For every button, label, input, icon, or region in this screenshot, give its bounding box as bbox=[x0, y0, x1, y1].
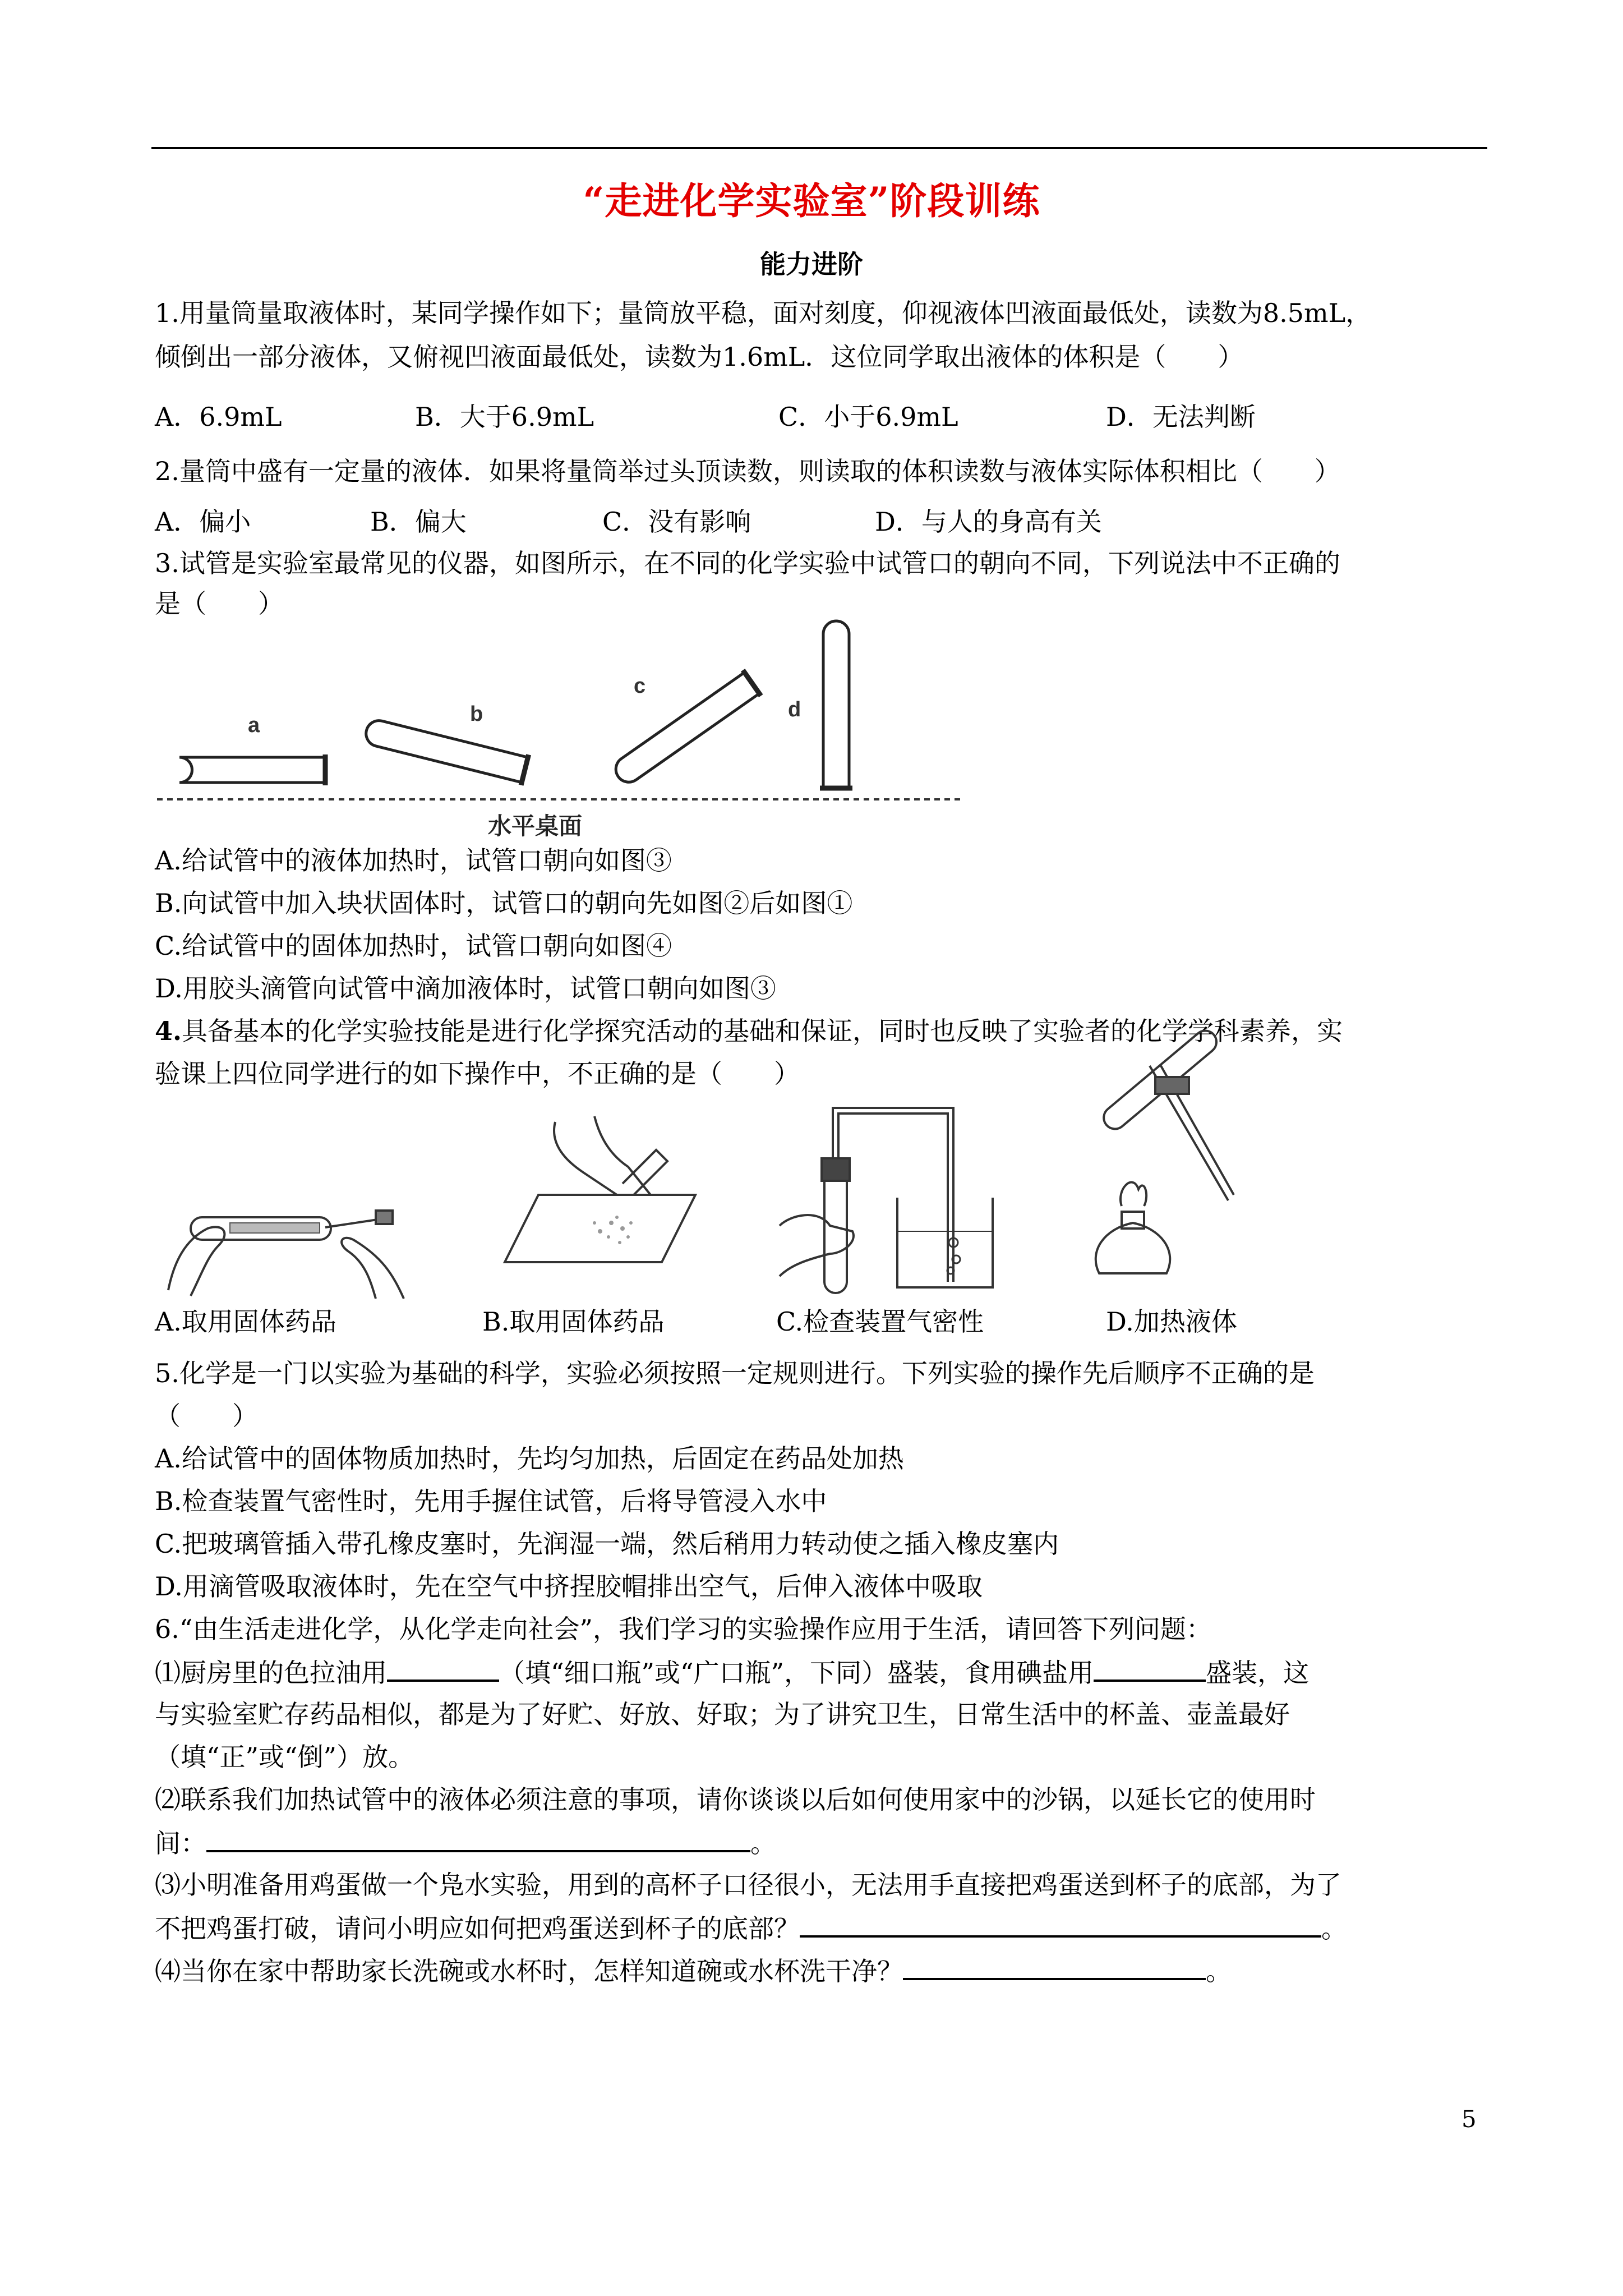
q6-stem: 6.“由生活走进化学，从化学走向社会”，我们学习的实验操作应用于生活，请回答下列问题： bbox=[155, 1614, 1212, 1644]
tube-label-b: b bbox=[470, 702, 483, 726]
q1-option-a: A．6.9mL bbox=[155, 402, 282, 432]
tube-label-c: c bbox=[634, 674, 646, 698]
q3-stem-line2: 是（ ） bbox=[155, 588, 284, 619]
q3-stem-line1: 3.试管是实验室最常见的仪器，如图所示，在不同的化学实验中试管口的朝向不同，下列说法中不正确的 bbox=[155, 548, 1340, 578]
tube-label-a: a bbox=[248, 714, 260, 737]
illustration-a-solid-in-tube bbox=[157, 1178, 404, 1301]
answer-blank-egg[interactable] bbox=[800, 1911, 1321, 1938]
illustration-c-airtightness-check bbox=[768, 1097, 1004, 1299]
q6-part3-line1: ⑶小明准备用鸡蛋做一个凫水实验，用到的高杯子口径很小，无法用手直接把鸡蛋送到杯子的底部，为了 bbox=[155, 1870, 1341, 1900]
tube-label-d: d bbox=[788, 698, 801, 721]
q5-option-b: B.检查装置气密性时，先用手握住试管，后将导管浸入水中 bbox=[155, 1486, 827, 1516]
q1-option-c: C．小于6.9mL bbox=[778, 402, 958, 432]
illustration-b-solid-on-paper bbox=[482, 1111, 707, 1296]
answer-blank-casserole[interactable] bbox=[206, 1825, 750, 1852]
q1-stem-line2: 倾倒出一部分液体，又俯视凹液面最低处，读数为1.6mL．这位同学取出液体的体积是（ ） bbox=[155, 342, 1244, 372]
q6-part3-line2: 不把鸡蛋打破，请问小明应如何把鸡蛋送到杯子的底部？ 。 bbox=[155, 1911, 1347, 1945]
test-tube-c bbox=[609, 670, 760, 790]
figure-caption: 水平桌面 bbox=[488, 813, 583, 839]
q4-stem-line2: 验课上四位同学进行的如下操作中，不正确的是（ ） bbox=[155, 1059, 800, 1089]
q3-option-b: B.向试管中加入块状固体时，试管口的朝向先如图②后如图① bbox=[155, 888, 853, 918]
q4-stem-line1: 4.具备基本的化学实验技能是进行化学探究活动的基础和保证，同时也反映了实验者的化学学科素养，实 bbox=[155, 1016, 1343, 1046]
test-tube-figure bbox=[157, 620, 987, 855]
answer-blank-clean[interactable] bbox=[903, 1953, 1206, 1980]
q3-option-c: C.给试管中的固体加热时，试管口朝向如图④ bbox=[155, 931, 672, 961]
q4-option-a: A.取用固体药品 bbox=[155, 1306, 336, 1337]
q6-part2-line1: ⑵联系我们加热试管中的液体必须注意的事项，请你谈谈以后如何使用家中的沙锅，以延长它的使用时 bbox=[155, 1784, 1316, 1815]
q2-option-d: D．与人的身高有关 bbox=[875, 507, 1102, 537]
q6-part1-line2: 与实验室贮存药品相似，都是为了好贮、好放、好取；为了讲究卫生，日常生活中的杯盖、壶盖最好 bbox=[155, 1699, 1290, 1729]
illustration-d-heating-liquid bbox=[1066, 1060, 1290, 1296]
q1-stem-line1: 1.用量筒量取液体时，某同学操作如下；量筒放平稳，面对刻度，仰视液体凹液面最低处，读数为8.5mL， bbox=[155, 298, 1372, 328]
test-tube-d bbox=[820, 613, 852, 788]
q1-option-b: B．大于6.9mL bbox=[415, 402, 594, 432]
q5-stem-line1: 5.化学是一门以实验为基础的科学，实验必须按照一定规则进行。下列实验的操作先后顺序不正确的是 bbox=[155, 1358, 1315, 1388]
q5-option-d: D.用滴管吸取液体时，先在空气中挤捏胶帽排出空气，后伸入液体中吸取 bbox=[155, 1571, 983, 1602]
q4-option-c: C.检查装置气密性 bbox=[776, 1306, 984, 1337]
q1-option-d: D．无法判断 bbox=[1106, 402, 1256, 432]
page-title: “走进化学实验室”阶段训练 bbox=[583, 179, 1040, 223]
q2-option-a: A．偏小 bbox=[155, 507, 251, 537]
q2-option-b: B．偏大 bbox=[370, 507, 467, 537]
q5-option-a: A.给试管中的固体物质加热时，先均匀加热，后固定在药品处加热 bbox=[155, 1443, 904, 1474]
q2-option-c: C．没有影响 bbox=[602, 507, 751, 537]
q6-part2-line2: 间： 。 bbox=[155, 1825, 776, 1860]
q5-option-c: C.把玻璃管插入带孔橡皮塞时，先润湿一端，然后稍用力转动使之插入橡皮塞内 bbox=[155, 1529, 1059, 1559]
answer-blank-salt[interactable] bbox=[1094, 1655, 1206, 1682]
q6-part4-line1: ⑷当你在家中帮助家长洗碗或水杯时，怎样知道碗或水杯洗干净？ 。 bbox=[155, 1953, 1232, 1988]
q4-option-b: B.取用固体药品 bbox=[482, 1306, 665, 1337]
q6-part1-line1: ⑴厨房里的色拉油用 （填“细口瓶”或“广口瓶”，下同）盛装，食用碘盐用 盛装，这 bbox=[155, 1655, 1309, 1690]
q3-option-a: A.给试管中的液体加热时，试管口朝向如图③ bbox=[155, 845, 672, 876]
q2-stem: 2.量筒中盛有一定量的液体．如果将量筒举过头顶读数，则读取的体积读数与液体实际体积相比（ ） bbox=[155, 456, 1340, 486]
q6-part1-line3: （填“正”或“倒”）放。 bbox=[155, 1742, 414, 1772]
header-rule bbox=[151, 147, 1487, 149]
test-tube-b bbox=[363, 715, 529, 785]
page-number: 5 bbox=[1461, 2105, 1477, 2133]
q3-option-d: D.用胶头滴管向试管中滴加液体时，试管口朝向如图③ bbox=[155, 973, 776, 1004]
test-tube-a bbox=[179, 754, 325, 785]
q5-stem-line2: （ ） bbox=[155, 1401, 258, 1431]
q4-option-d: D.加热液体 bbox=[1106, 1306, 1237, 1337]
answer-blank-oil[interactable] bbox=[387, 1655, 499, 1682]
section-subtitle: 能力进阶 bbox=[760, 249, 863, 279]
